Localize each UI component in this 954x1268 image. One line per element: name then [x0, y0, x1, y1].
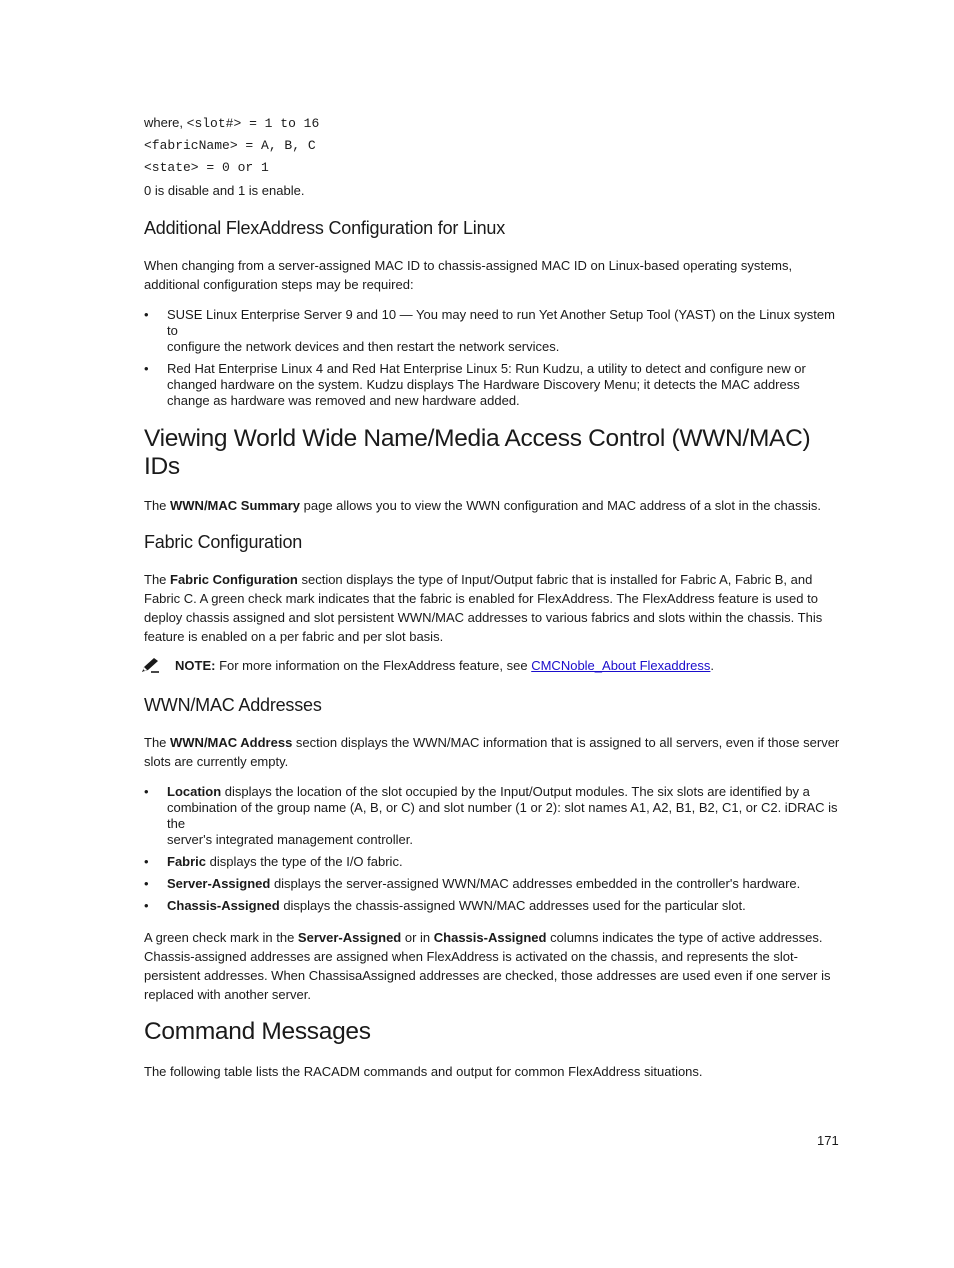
text-fragment: or in [401, 930, 434, 945]
text-fragment: The [144, 735, 171, 750]
text-fragment: . [710, 658, 715, 673]
heading-viewing-wwn-mac: Viewing World Wide Name/Media Access Control (WWN/MAC) IDs [144, 425, 811, 480]
list-item-line [167, 854, 840, 870]
fabric-line2: Fabric C. A green check mark indicates that the fabric is enabled for FlexAddress. The FlexAddress feature is used to [144, 591, 818, 606]
code-block [144, 112, 840, 202]
bold-term: WWN/MAC Address [170, 735, 293, 750]
list-item [144, 784, 840, 848]
pencil-note-icon [139, 657, 161, 675]
list-item-line: combination of the group name (A, B, or C) and slot number (1 or 2): slot names A1, A2, B1, B2, C1, or C2. iDRAC is the [167, 800, 838, 831]
list-item-line: changed hardware on the system. Kudzu displays The Hardware Discovery Menu; it detects the MAC address [167, 377, 800, 392]
code-slot: <slot#> = 1 to 16 [186, 116, 320, 131]
text-fragment: section displays the type of Input/Output fabric that is installed for Fabric A, Fabric B, and [297, 572, 813, 587]
list-item [144, 876, 840, 892]
viewing-text [144, 496, 840, 515]
bold-term: WWN/MAC Summary [170, 498, 301, 513]
note-text: For more information on the FlexAddress feature, see [215, 658, 532, 673]
text-fragment: displays the server-assigned WWN/MAC addresses embedded in the controller's hardware. [270, 876, 801, 891]
list-item-line: configure the network devices and then restart the network services. [167, 339, 560, 354]
list-item-line: server's integrated management controller. [167, 832, 413, 847]
text-fragment: The [144, 572, 171, 587]
bullet-glyph: • [144, 898, 149, 913]
text-fragment: columns indicates the type of active addresses. [546, 930, 823, 945]
closing-line4: replaced with another server. [144, 987, 311, 1002]
closing-line3: persistent addresses. When ChassisaAssigned addresses are checked, those addresses are used even if one server is [144, 968, 831, 983]
linux-intro [144, 256, 840, 294]
bold-term: Chassis-Assigned [433, 930, 547, 945]
bold-term: Fabric Configuration [170, 572, 298, 587]
code-note: 0 is disable and 1 is enable. [144, 182, 305, 198]
flexaddress-link[interactable]: CMCNoble_About Flexaddress [531, 658, 711, 673]
bullet-glyph: • [144, 876, 149, 891]
list-item-line [167, 784, 840, 800]
code-line-slot [144, 112, 840, 135]
heading-flexaddress-linux: Additional FlexAddress Configuration for Linux [144, 218, 506, 238]
code-line-state: <state> = 0 or 1 [144, 160, 269, 175]
fabric-paragraph [144, 570, 840, 646]
fabric-line1 [144, 570, 840, 589]
bullet-glyph: • [144, 854, 149, 869]
bold-term: Server-Assigned [167, 876, 271, 891]
list-item-line [167, 876, 840, 892]
text-fragment: section displays the WWN/MAC information that is assigned to all servers, even if those server [292, 735, 840, 750]
note-label: NOTE: [175, 658, 216, 673]
heading-wwn-mac-addresses: WWN/MAC Addresses [144, 695, 322, 715]
page-number: 171 [817, 1133, 839, 1148]
heading-command-messages: Command Messages [144, 1018, 371, 1045]
wwn-line1 [144, 733, 840, 752]
wwn-closing-paragraph [144, 928, 840, 1004]
text-fragment: The [144, 498, 171, 513]
list-item [144, 361, 840, 409]
linux-bullet-list [144, 307, 840, 409]
text-fragment: page allows you to view the WWN configuration and MAC address of a slot in the chassis. [300, 498, 822, 513]
wwn-paragraph [144, 733, 840, 771]
text-fragment: displays the location of the slot occupied by the Input/Output modules. The six slots are identified by a [221, 784, 810, 799]
heading-fabric-configuration: Fabric Configuration [144, 532, 303, 552]
code-line-fabric: <fabricName> = A, B, C [144, 137, 316, 153]
list-item [144, 854, 840, 870]
list-item [144, 898, 840, 914]
bullet-glyph: • [144, 307, 149, 322]
bullet-glyph: • [144, 784, 149, 799]
linux-intro-line1: When changing from a server-assigned MAC ID to chassis-assigned MAC ID on Linux-based operating systems, [144, 258, 793, 273]
list-item-line: SUSE Linux Enterprise Server 9 and 10 — You may need to run Yet Another Setup Tool (YAST) on the Linux system to [167, 307, 835, 338]
bold-term: Fabric [167, 854, 207, 869]
list-item [144, 307, 840, 355]
bold-term: Chassis-Assigned [167, 898, 280, 913]
closing-line2: Chassis-assigned addresses are assigned when FlexAddress is activated on the chassis, and represents the slot- [144, 949, 798, 964]
fabric-line3: deploy chassis assigned and slot persistent WWN/MAC addresses to various fabrics and slots within the chassis. This [144, 610, 823, 625]
list-item-line: change as hardware was removed and new hardware added. [167, 393, 520, 408]
note-content [175, 656, 714, 675]
list-item-line: Red Hat Enterprise Linux 4 and Red Hat Enterprise Linux 5: Run Kudzu, a utility to detect and configure new or [167, 361, 806, 376]
text-fragment: displays the chassis-assigned WWN/MAC addresses used for the particular slot. [279, 898, 746, 913]
bold-term: Location [167, 784, 222, 799]
text-fragment: A green check mark in the [144, 930, 298, 945]
note-callout [144, 656, 840, 675]
wwn-line2: slots are currently empty. [144, 754, 289, 769]
list-item-line [167, 898, 840, 914]
document-page [144, 112, 840, 1081]
linux-intro-line2: additional configuration steps may be required: [144, 277, 414, 292]
fabric-line4: feature is enabled on a per fabric and per slot basis. [144, 629, 444, 644]
text-fragment: displays the type of the I/O fabric. [206, 854, 403, 869]
command-text: The following table lists the RACADM commands and output for common FlexAddress situations. [144, 1064, 703, 1079]
where-label: where, [144, 115, 184, 130]
bullet-glyph: • [144, 361, 149, 376]
bold-term: Server-Assigned [297, 930, 402, 945]
closing-line1 [144, 928, 840, 947]
wwn-bullet-list [144, 784, 840, 914]
